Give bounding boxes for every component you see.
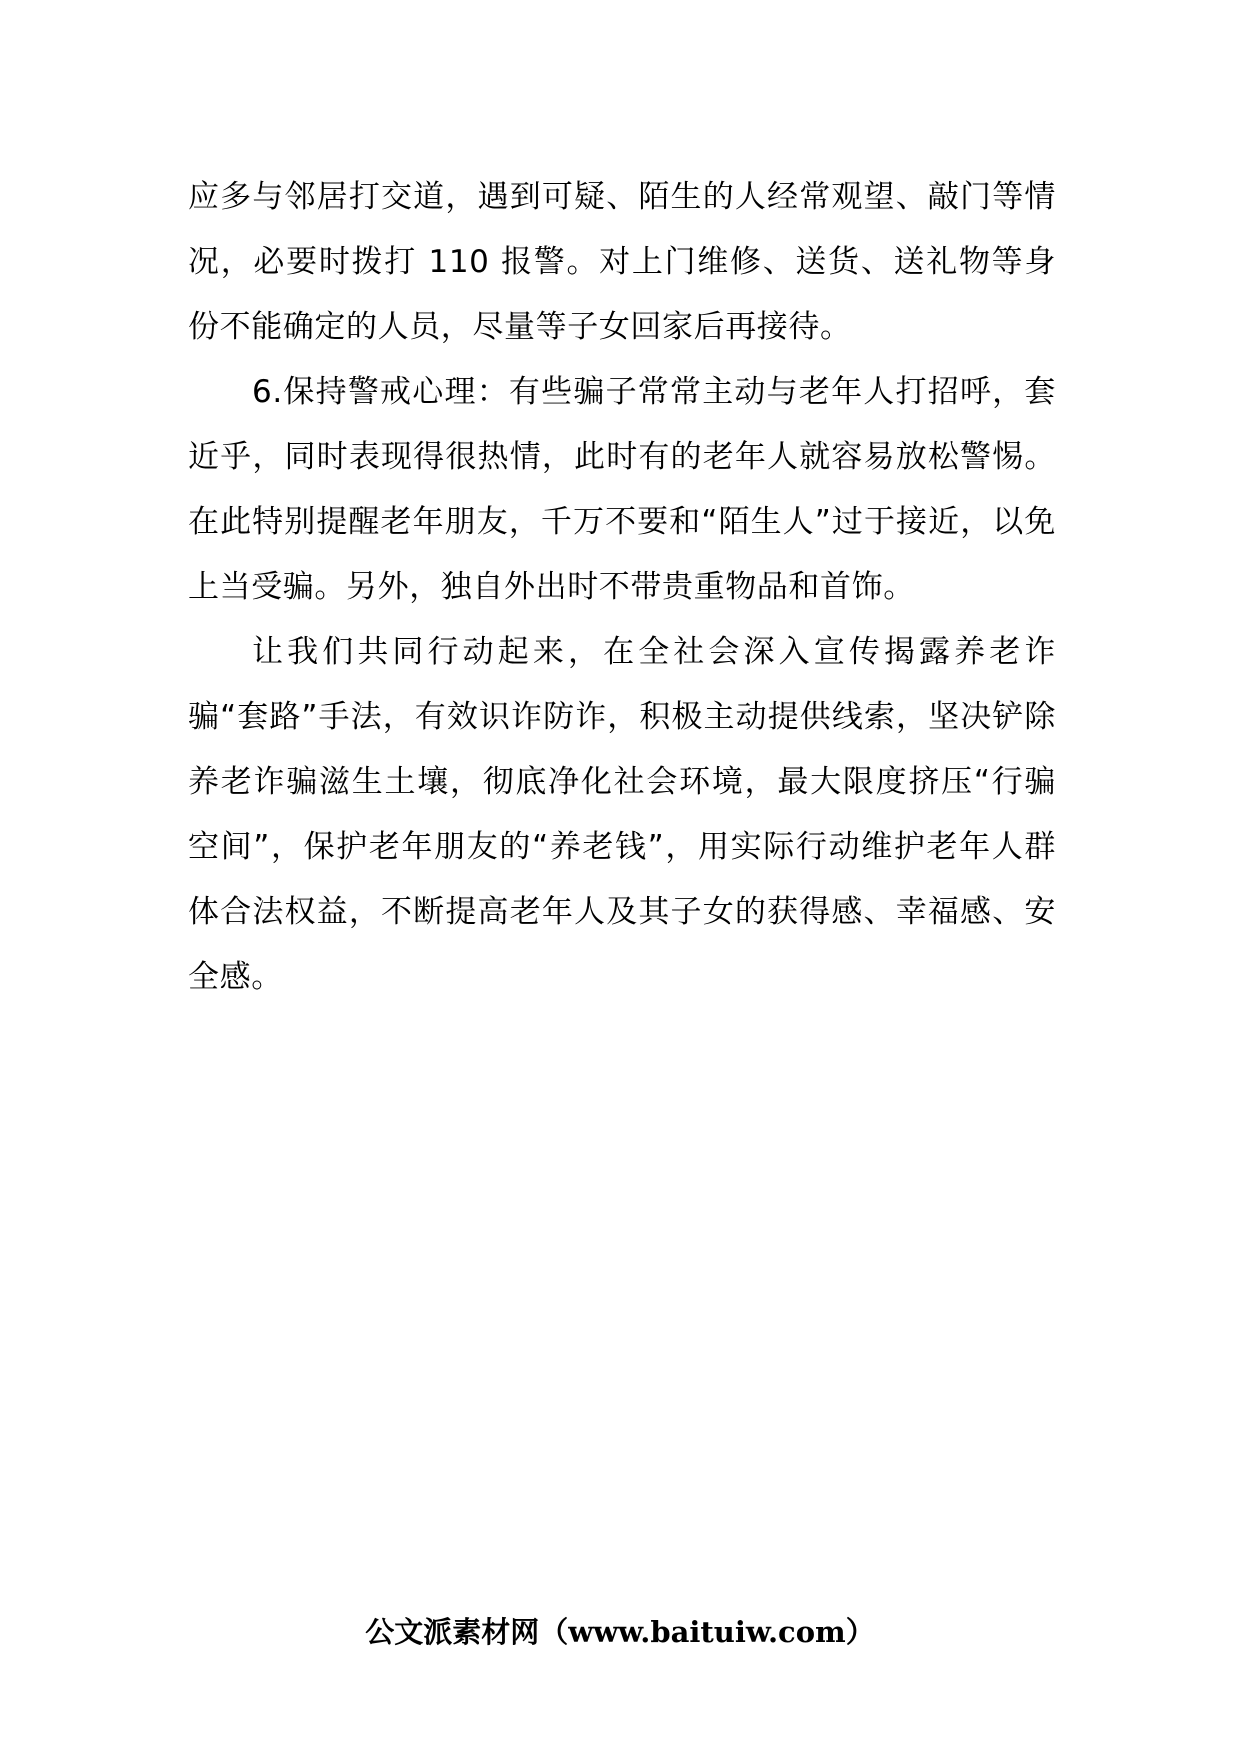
paragraph-closing: 让我们共同行动起来，在全社会深入宣传揭露养老诈骗“套路”手法，有效识诈防诈，积极主动提供线索，坚决铲除养老诈骗滋生土壤，彻底净化社会环境，最大限度挤压“行骗空间”，保护老年朋友的“养老钱”，用实际行动维护老年人群体合法权益，不断提高老年人及其子女的获得感、幸福感、安全感。 <box>188 634 1056 995</box>
paragraph-item-6: 6.保持警戒心理：有些骗子常常主动与老年人打招呼，套近乎，同时表现得很热情，此时有的老年人就容易放松警惕。在此特别提醒老年朋友，千万不要和“陌生人”过于接近，以免上当受骗。另外，独自外出时不带贵重物品和首饰。 <box>188 374 1056 605</box>
document-body <box>188 165 1056 1010</box>
paragraph-continuation: 应多与邻居打交道，遇到可疑、陌生的人经常观望、敲门等情况，必要时拨打 110 报警。对上门维修、送货、送礼物等身份不能确定的人员，尽量等子女回家后再接待。 <box>188 179 1056 345</box>
page-footer-source: 公文派素材网（www.baituiw.com） <box>365 1615 875 1649</box>
